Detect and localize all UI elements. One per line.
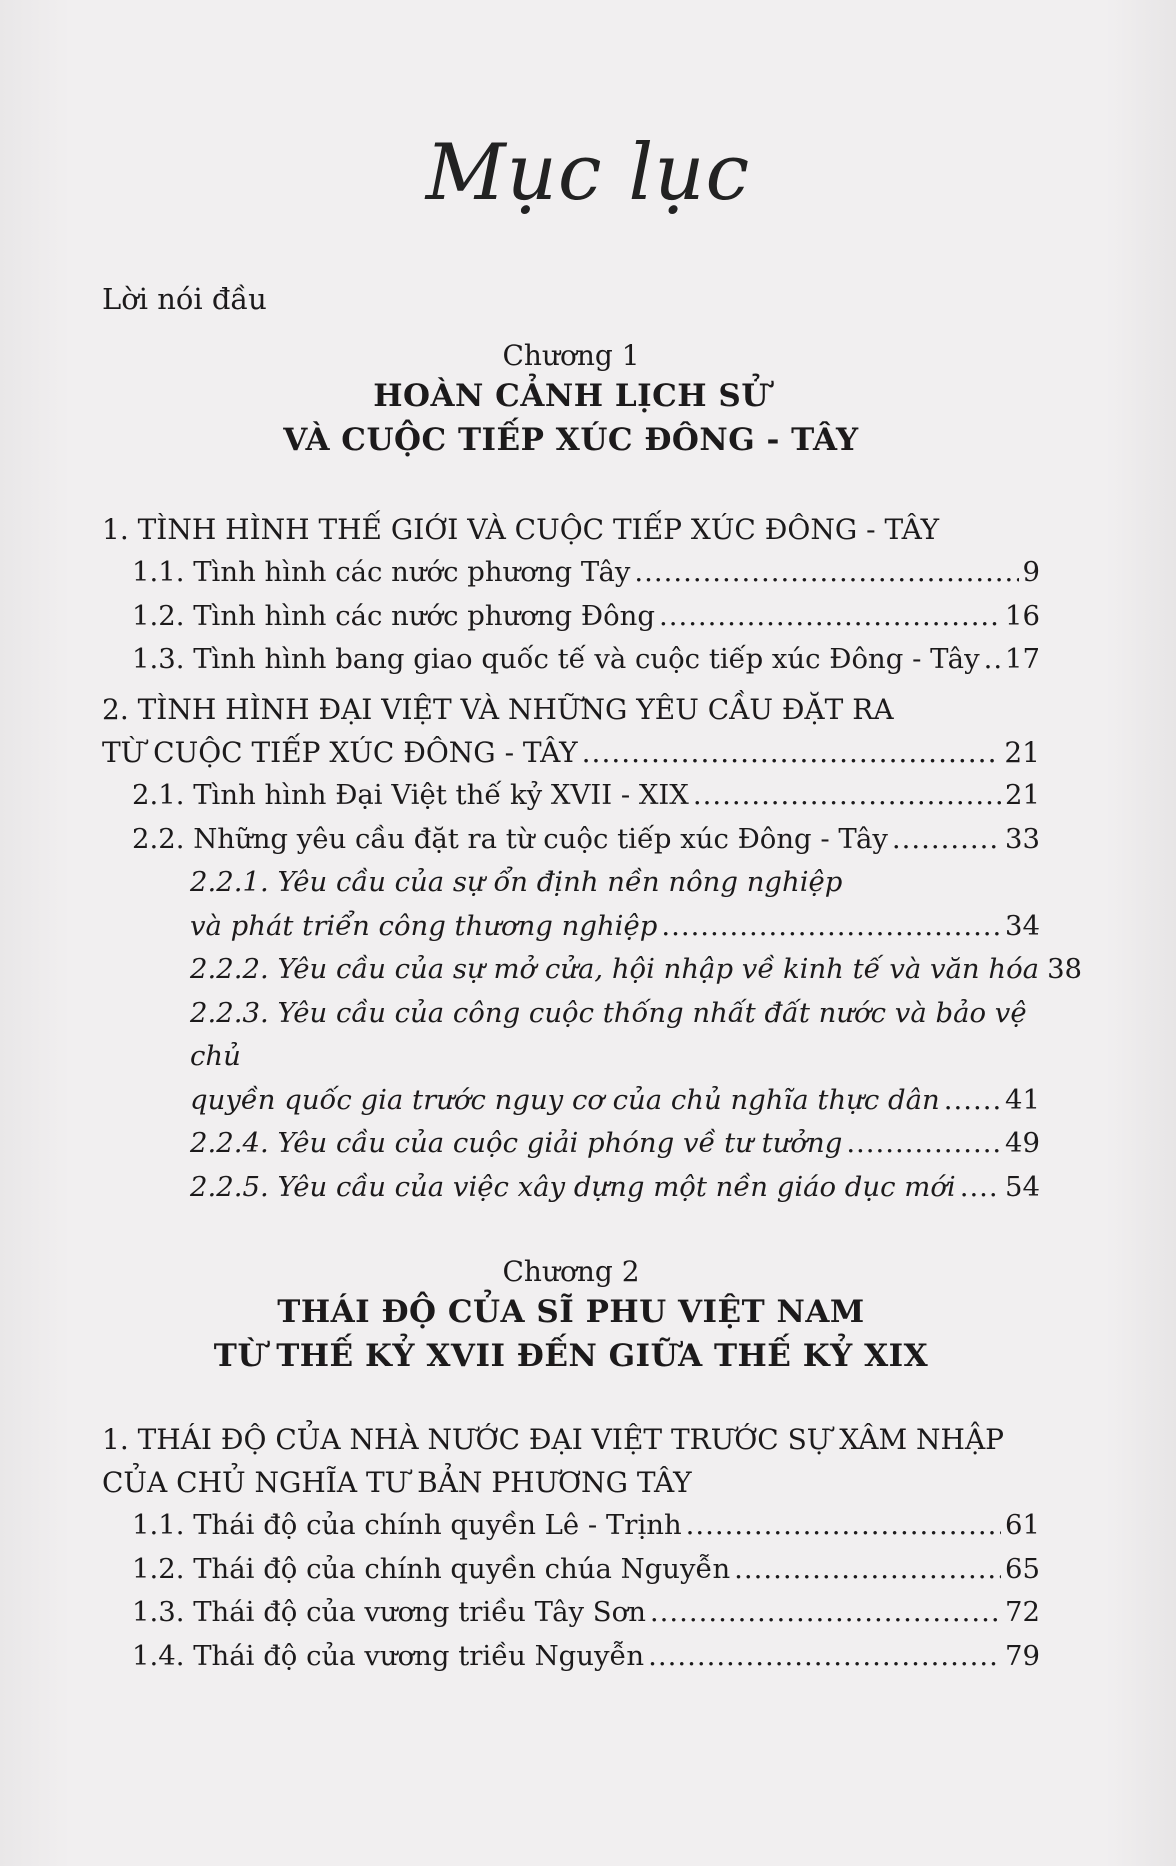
toc-entry-page: 38 [1047,953,1083,985]
toc-entry [102,774,1040,818]
toc-entry-page: 21 [1004,735,1040,769]
toc-entry-intro: Lời nói đầu [102,282,267,316]
toc-entry [102,595,1040,639]
toc-entry-text: 1.1. Tình hình các nước phương Tây [132,556,631,588]
dot-leader [944,1079,1001,1123]
toc-entry-text: 2.2. Những yêu cầu đặt ra từ cuộc tiếp xúc Đông - Tây [132,822,888,855]
section-heading: 2. TÌNH HÌNH ĐẠI VIỆT VÀ NHỮNG YÊU CẦU ĐẶT RA [102,692,894,726]
toc-entry-page: 61 [1005,1509,1040,1541]
toc-subentry [102,1079,1040,1123]
toc-entry [102,1504,1040,1548]
toc-entry [102,818,1040,862]
toc-entry-text: 1.2. Thái độ của chính quyền chúa Nguyễn [132,1552,731,1585]
toc-entry [102,1548,1040,1592]
dot-leader [846,1122,1001,1166]
dot-leader [686,1504,1001,1548]
toc-entry [102,1635,1040,1679]
dot-leader [960,1166,1001,1210]
toc-entry-text: 1.3. Tình hình bang giao quốc tế và cuộc tiếp xúc Đông - Tây [132,643,980,675]
toc-entry-text: 1.1. Thái độ của chính quyền Lê - Trịnh [132,1509,682,1541]
dot-leader [984,638,1001,682]
toc-entry-text: 2.2.2. Yêu cầu của sự mở cửa, hội nhập về kinh tế và văn hóa [190,953,1040,985]
dot-leader [659,595,1001,639]
chapter-2-title-line1: THÁI ĐỘ CỦA SĨ PHU VIỆT NAM [277,1294,865,1330]
chapter-2-label: Chương 2 [502,1255,640,1288]
toc-entry-page: 79 [1005,1639,1040,1672]
toc-entry-page: 34 [1005,909,1040,942]
chapter-2-heading [102,1254,1040,1378]
toc-entry-page: 21 [1005,779,1040,811]
toc-entry-page: 9 [1022,556,1040,588]
dot-leader [582,731,1001,775]
toc-entry-text: và phát triển công thương nghiệp [190,909,658,942]
page-title: Mục lục [425,128,751,218]
toc-entry-text: 1.4. Thái độ của vương triều Nguyễn [132,1639,645,1672]
toc-subentry-line: 2.2.1. Yêu cầu của sự ổn định nền nông nghiệp [190,866,843,898]
toc-entry-page: 49 [1005,1127,1040,1159]
toc-entry-page: 41 [1005,1083,1040,1116]
section-heading: 1. TÌNH HÌNH THẾ GIỚI VÀ CUỘC TIẾP XÚC ĐÔNG - TÂY [102,513,940,546]
toc-entry-text: quyền quốc gia trước nguy cơ của chủ nghĩa thực dân [190,1083,940,1116]
section-heading: CỦA CHỦ NGHĨA TƯ BẢN PHƯƠNG TÂY [102,1466,692,1499]
dot-leader [661,905,1001,949]
chapter-1-heading [102,338,1040,462]
toc-entry-page: 16 [1005,599,1040,632]
toc-entry-page: 65 [1005,1552,1040,1585]
toc-entry-page: 33 [1005,822,1040,855]
dot-leader [693,774,1001,818]
toc-subentry [102,1166,1040,1210]
toc-entry [102,1591,1040,1635]
dot-leader [892,818,1001,862]
toc-subentry-line: 2.2.3. Yêu cầu của công cuộc thống nhất đất nước và bảo vệ chủ [190,996,1027,1072]
toc-entry [102,638,1040,682]
dot-leader [648,1635,1001,1679]
toc-entry-text: 1.3. Thái độ của vương triều Tây Sơn [132,1596,646,1628]
chapter-1-title-line1: HOÀN CẢNH LỊCH SỬ [373,378,769,414]
toc-subentry [102,1122,1040,1166]
dot-leader [734,1548,1001,1592]
chapter-1-title-line2: VÀ CUỘC TIẾP XÚC ĐÔNG - TÂY [283,422,859,458]
toc-entry-page: 54 [1005,1170,1040,1203]
toc-entry [102,731,1040,775]
toc-entry-text: 2.2.5. Yêu cầu của việc xây dựng một nền giáo dục mới [190,1170,956,1203]
toc-entry-text: 2.1. Tình hình Đại Việt thế kỷ XVII - XIX [132,779,689,811]
chapter-2-toc [102,1418,1040,1678]
toc-subentry [102,948,1083,992]
chapter-1-toc [102,508,1083,1209]
toc-entry-text: 1.2. Tình hình các nước phương Đông [132,599,655,632]
chapter-2-title-line2: TỪ THẾ KỶ XVII ĐẾN GIỮA THẾ KỶ XIX [213,1338,929,1374]
toc-entry-text: TỪ CUỘC TIẾP XÚC ĐÔNG - TÂY [102,735,578,769]
chapter-1-label: Chương 1 [502,339,640,372]
dot-leader [650,1591,1001,1635]
toc-entry-page: 17 [1005,643,1040,675]
toc-entry [102,551,1040,595]
dot-leader [634,551,1018,595]
toc-subentry [102,905,1040,949]
toc-entry-page: 72 [1005,1596,1040,1628]
toc-entry-text: 2.2.4. Yêu cầu của cuộc giải phóng về tư tưởng [190,1127,843,1159]
section-heading: 1. THÁI ĐỘ CỦA NHÀ NƯỚC ĐẠI VIỆT TRƯỚC SỰ XÂM NHẬP [102,1423,1005,1456]
